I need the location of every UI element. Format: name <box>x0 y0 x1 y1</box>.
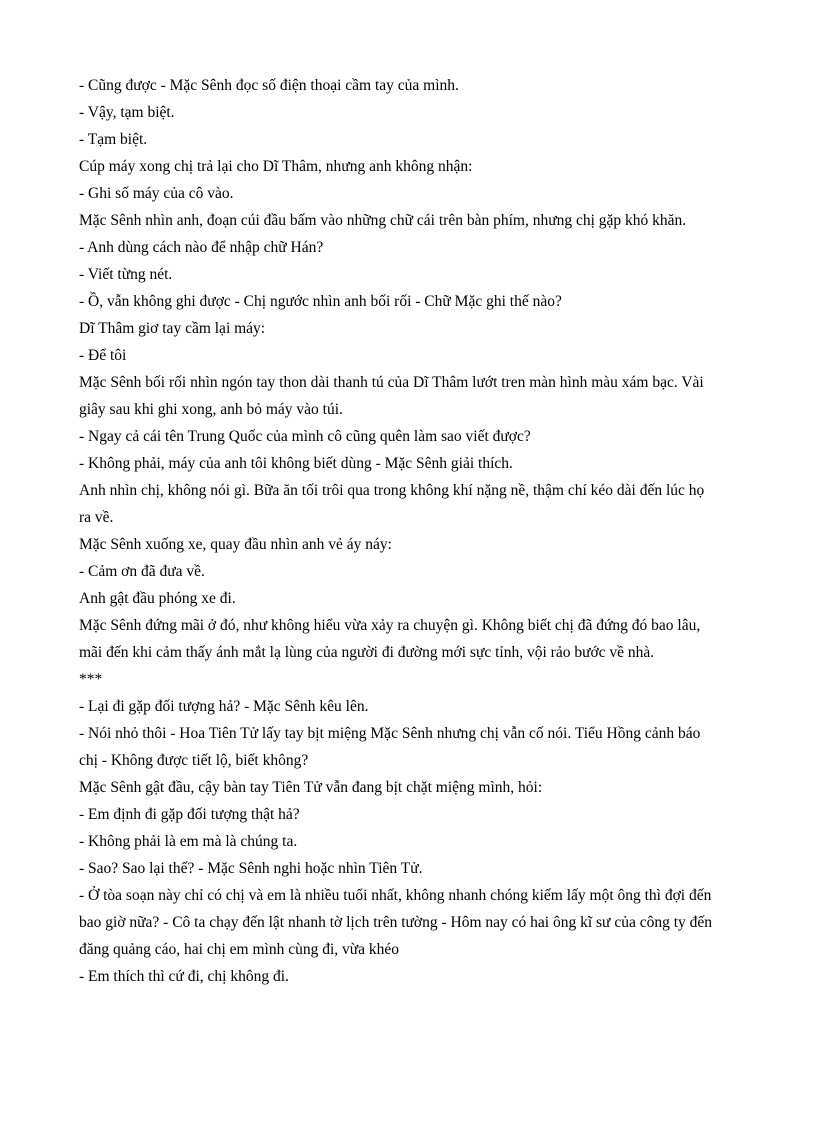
text-line: - Viết từng nét. <box>79 266 173 283</box>
text-line: Anh nhìn chị, không nói gì. Bữa ăn tối trôi qua trong không khí nặng nề, thậm chí kéo dài đến lúc họ <box>79 482 705 499</box>
text-line: Dĩ Thâm giơ tay cầm lại máy: <box>79 320 266 337</box>
text-line: ra về. <box>79 509 114 526</box>
text-line: mãi đến khi cảm thấy ánh mắt lạ lùng của người đi đường mới sực tỉnh, vội rảo bước về nhà. <box>79 644 655 661</box>
text-line: - Không phải là em mà là chúng ta. <box>79 833 298 850</box>
text-line: - Cảm ơn đã đưa về. <box>79 563 205 580</box>
text-line: - Cũng được - Mặc Sênh đọc số điện thoại cầm tay của mình. <box>79 77 459 94</box>
text-line: - Ồ, vẫn không ghi được - Chị ngước nhìn anh bối rối - Chữ Mặc ghi thế nào? <box>79 293 562 310</box>
text-line: Anh gật đầu phóng xe đi. <box>79 590 236 607</box>
text-line: - Ghi số máy của cô vào. <box>79 185 234 202</box>
text-line: đăng quảng cáo, hai chị em mình cùng đi, vừa khéo <box>79 941 400 958</box>
text-line: bao giờ nữa? - Cô ta chạy đến lật nhanh tờ lịch trên tường - Hôm nay có hai ông kĩ sư của công ty đến <box>79 914 713 931</box>
text-line: - Ở tòa soạn này chỉ có chị và em là nhiều tuổi nhất, không nhanh chóng kiếm lấy một ông thì đợi đến <box>79 887 712 904</box>
text-line: Mặc Sênh nhìn anh, đoạn cúi đầu bấm vào những chữ cái trên bàn phím, nhưng chị gặp khó khăn. <box>79 212 687 229</box>
text-line: - Để tôi <box>79 347 127 364</box>
section-divider: *** <box>79 671 103 688</box>
text-line: - Sao? Sao lại thế? - Mặc Sênh nghi hoặc nhìn Tiên Tử. <box>79 860 423 877</box>
text-line: Mặc Sênh đứng mãi ở đó, như không hiểu vừa xảy ra chuyện gì. Không biết chị đã đứng đó bao lâu, <box>79 617 701 634</box>
text-line: - Lại đi gặp đối tượng hả? - Mặc Sênh kêu lên. <box>79 698 369 715</box>
text-line: - Không phải, máy của anh tôi không biết dùng - Mặc Sênh giải thích. <box>79 455 513 472</box>
text-line: - Nói nhỏ thôi - Hoa Tiên Tử lấy tay bịt miệng Mặc Sênh nhưng chị vẫn cố nói. Tiểu Hồng cảnh báo <box>79 725 701 742</box>
text-line: - Em định đi gặp đối tượng thật hả? <box>79 806 300 823</box>
text-line: giây sau khi ghi xong, anh bỏ máy vào túi. <box>79 401 343 418</box>
text-line: - Anh dùng cách nào để nhập chữ Hán? <box>79 239 324 256</box>
text-line: Mặc Sênh bối rối nhìn ngón tay thon dài thanh tú của Dĩ Thâm lướt tren màn hình màu xám bạc. Vài <box>79 374 704 391</box>
text-line: - Tạm biệt. <box>79 131 148 148</box>
text-line: chị - Không được tiết lộ, biết không? <box>79 752 309 769</box>
text-line: - Vậy, tạm biệt. <box>79 104 175 121</box>
text-line: Mặc Sênh gật đầu, cậy bàn tay Tiên Tử vẫn đang bịt chặt miệng mình, hỏi: <box>79 779 543 796</box>
text-line: - Em thích thì cứ đi, chị không đi. <box>79 968 289 985</box>
text-line: Mặc Sênh xuống xe, quay đầu nhìn anh vẻ áy náy: <box>79 536 392 553</box>
text-line: - Ngay cả cái tên Trung Quốc của mình cô cũng quên làm sao viết được? <box>79 428 531 445</box>
document-page <box>79 72 749 990</box>
text-line: Cúp máy xong chị trả lại cho Dĩ Thâm, nhưng anh không nhận: <box>79 158 473 175</box>
